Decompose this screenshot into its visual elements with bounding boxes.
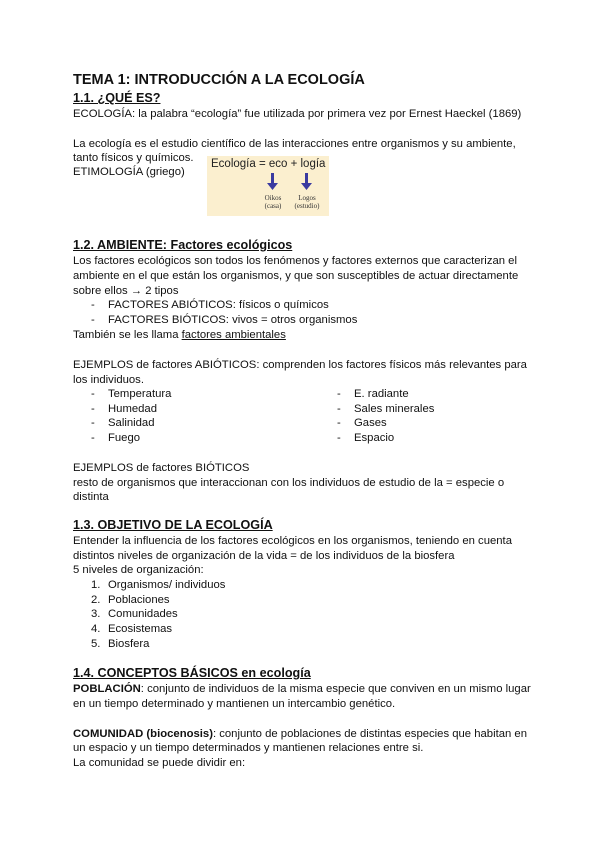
ecologia-origin: ECOLOGÍA: la palabra “ecología” fue utilizada por primera vez por Ernest Haeckel (1869) bbox=[73, 108, 522, 120]
section-heading-que-es: 1.1. ¿QUÉ ES? bbox=[73, 91, 161, 105]
list-item: Gases bbox=[354, 417, 387, 429]
also-called-prefix: También se les llama bbox=[73, 329, 182, 341]
oikos-meaning: (casa) bbox=[264, 202, 282, 210]
list-item: Salinidad bbox=[108, 417, 155, 429]
comunidad-term: COMUNIDAD (biocenosis) bbox=[73, 728, 213, 740]
poblacion-definition: : conjunto de individuos de la misma especie que conviven en un mismo lugar bbox=[140, 683, 531, 695]
abiotic-examples-line2: los individuos. bbox=[73, 374, 144, 386]
arrow-down-icon bbox=[301, 173, 313, 191]
bullet-dash: - bbox=[91, 299, 95, 311]
list-item: Fuego bbox=[108, 432, 141, 444]
objetivo-line1: Entender la influencia de los factores ecológicos en los organismos, teniendo en cuenta bbox=[73, 535, 512, 547]
comunidad-line1 bbox=[73, 727, 527, 742]
bullet-dash: - bbox=[337, 388, 341, 400]
bullet-dash: - bbox=[91, 432, 95, 444]
logos-word: Logos bbox=[298, 194, 316, 202]
factores-ambientales-term: factores ambientales bbox=[181, 329, 286, 341]
list-number: 5. bbox=[91, 638, 101, 650]
bullet-dash: - bbox=[91, 388, 95, 400]
list-number: 3. bbox=[91, 608, 101, 620]
list-item: Espacio bbox=[354, 432, 395, 444]
list-number: 2. bbox=[91, 594, 101, 606]
list-item: Temperatura bbox=[108, 388, 172, 400]
list-item: Sales minerales bbox=[354, 403, 435, 415]
list-item: Biosfera bbox=[108, 638, 150, 650]
biotic-examples-line2: distinta bbox=[73, 491, 109, 503]
list-item: Comunidades bbox=[108, 608, 178, 620]
list-item: Humedad bbox=[108, 403, 157, 415]
list-item: Poblaciones bbox=[108, 594, 170, 606]
poblacion-line2: en un tiempo determinado y mantienen un intercambio genético. bbox=[73, 698, 396, 710]
objetivo-line2: distintos niveles de organización de la vida = de los individuos de la biosfera bbox=[73, 550, 455, 562]
section-heading-ambiente: 1.2. AMBIENTE: Factores ecológicos bbox=[73, 238, 293, 252]
section-heading-objetivo: 1.3. OBJETIVO DE LA ECOLOGÍA bbox=[73, 518, 273, 532]
list-number: 4. bbox=[91, 623, 101, 635]
factores-paragraph-line3: sobre ellos → 2 tipos bbox=[73, 285, 179, 297]
factor-type-biotic: FACTORES BIÓTICOS: vivos = otros organismos bbox=[108, 314, 358, 326]
list-item: Ecosistemas bbox=[108, 623, 173, 635]
etymology-figure bbox=[207, 156, 329, 216]
abiotic-examples-line1: EJEMPLOS de factores ABIÓTICOS: comprenden los factores físicos más relevantes para bbox=[73, 359, 527, 371]
etymology-formula: Ecología = eco + logía bbox=[211, 158, 326, 170]
factores-paragraph-line2: ambiente en el que están los organismos, y que son susceptibles de actuar directamente bbox=[73, 270, 519, 282]
objetivo-line3: 5 niveles de organización: bbox=[73, 564, 204, 576]
etimologia-label: ETIMOLOGÍA (griego) bbox=[73, 166, 185, 178]
biotic-examples-title: EJEMPLOS de factores BIÓTICOS bbox=[73, 462, 250, 474]
bullet-dash: - bbox=[337, 403, 341, 415]
bullet-dash: - bbox=[91, 403, 95, 415]
bullet-dash: - bbox=[91, 417, 95, 429]
list-item: E. radiante bbox=[354, 388, 409, 400]
list-number: 1. bbox=[91, 579, 101, 591]
ecologia-definition-line1: La ecología es el estudio científico de las interacciones entre organismos y su ambiente, bbox=[73, 138, 516, 150]
section-heading-conceptos: 1.4. CONCEPTOS BÁSICOS en ecología bbox=[73, 666, 311, 680]
ecologia-definition-line2: tanto físicos y químicos. bbox=[73, 152, 194, 164]
also-called-line bbox=[73, 328, 286, 343]
poblacion-term: POBLACIÓN bbox=[73, 683, 141, 695]
bullet-dash: - bbox=[91, 314, 95, 326]
logos-meaning: (estudio) bbox=[294, 202, 320, 210]
comunidad-definition: : conjunto de poblaciones de distintas especies que habitan en bbox=[212, 728, 527, 740]
list-item: Organismos/ individuos bbox=[108, 579, 226, 591]
factores-paragraph-line1: Los factores ecológicos son todos los fenómenos y factores externos que caracterizan el bbox=[73, 255, 517, 267]
factor-type-abiotic: FACTORES ABIÓTICOS: físicos o químicos bbox=[108, 299, 329, 311]
bullet-dash: - bbox=[337, 417, 341, 429]
arrow-down-icon bbox=[267, 173, 279, 191]
comunidad-line3: La comunidad se puede dividir en: bbox=[73, 757, 246, 769]
biotic-examples-line1: resto de organismos que interaccionan con los individuos de estudio de la = especie o bbox=[73, 477, 505, 489]
comunidad-line2: un espacio y un tiempo determinados y mantienen relaciones entre si. bbox=[73, 742, 424, 754]
bullet-dash: - bbox=[337, 432, 341, 444]
poblacion-line1 bbox=[73, 682, 531, 697]
oikos-word: Oikos bbox=[264, 194, 282, 202]
page-title: TEMA 1: INTRODUCCIÓN A LA ECOLOGÍA bbox=[73, 72, 365, 88]
